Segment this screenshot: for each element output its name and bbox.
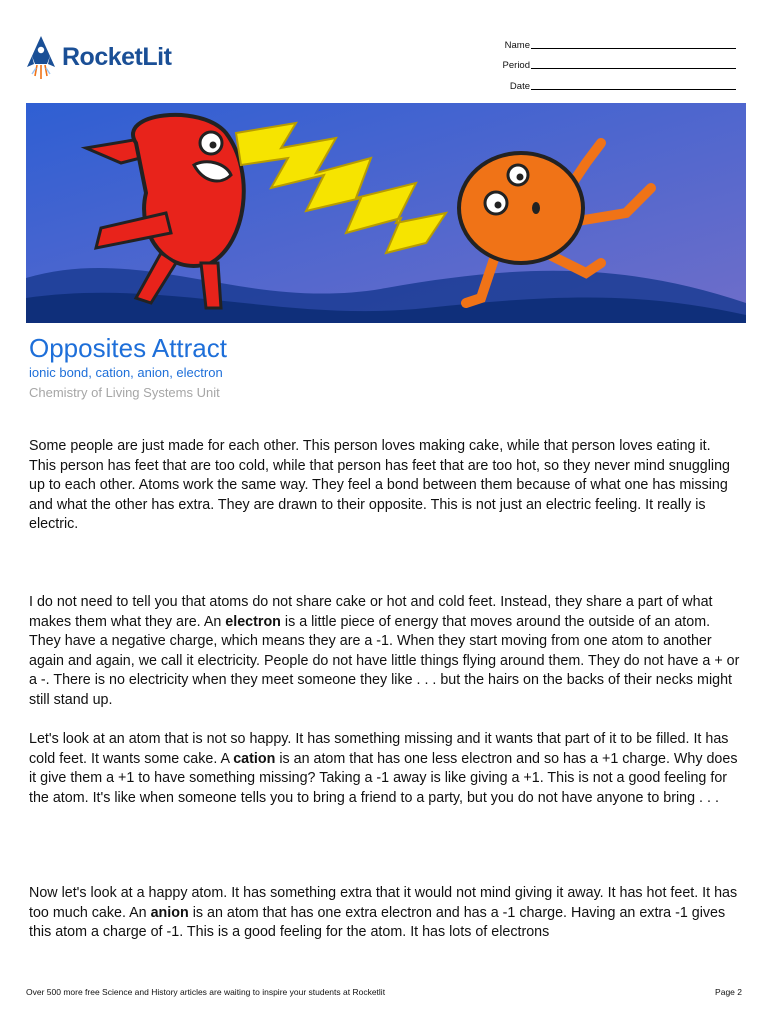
paragraph-1: Some people are just made for each other. This person loves making cake, while that person loves eating it. This person has feet that are too cold, while that person has feet that are too hot, so they never mind snuggling up to each other. Atoms work the same way. They feel a bond between them because of what one has missing and what the other has extra. They are drawn to their opposite. This is not just an electric feeling. It really is electric. (29, 438, 730, 532)
banner-illustration (26, 103, 746, 323)
paragraph-2: I do not need to tell you that atoms do not share cake or hot and cold feet. Instead, they share a part of what makes them what they are. An electron is a little piece of energy that moves around the outside of an atom. They have a negative charge, which means they are a -1. When they start moving from one atom to another again and again, we call it electricity. People do not have little things flying around them. They do not have a + or a -. There is no electricity when they meet someone they like . . . but the hairs on the backs of their necks might still stand up. (29, 594, 740, 708)
paragraph-3: Let's look at an atom that is not so happy. It has something missing and it wants that part of it to be filled. It has cold feet. It wants some cake. A cation is an atom that has one less electron and so has a +1 charge. Why does it give them a +1 to have something missing? Taking a -1 away is like giving a +1. This is not a good feeling for the atom. It's like when someone tells you to bring a friend to a party, but you do not have anyone to bring . . . (29, 731, 738, 806)
logo-text: RocketLit (62, 42, 172, 71)
student-info-fields (486, 30, 736, 92)
page-number: Page 2 (715, 987, 742, 997)
name-label: Name (504, 39, 530, 51)
period-line[interactable] (531, 68, 736, 69)
name-field[interactable] (486, 30, 736, 51)
article-keywords: ionic bond, cation, anion, electron (29, 365, 223, 380)
date-field[interactable] (486, 71, 736, 92)
period-label: Period (502, 60, 530, 71)
keyword-cation: cation (233, 750, 276, 767)
period-field[interactable] (486, 51, 736, 72)
footer-note: Over 500 more free Science and History articles are waiting to inspire your students at Rocketlit (26, 987, 386, 997)
paragraph-4: Now let's look at a happy atom. It has something extra that it would not mind giving it away. It has hot feet. It has too much cake. An anion is an atom that has one extra electron and has a -1 charge. Having an extra -1 gives this atom a charge of -1. This is a good feeling for the atom. It has lots of electrons (29, 885, 738, 940)
keyword-electron: electron (225, 613, 281, 630)
keyword-anion: anion (150, 904, 189, 921)
date-line[interactable] (531, 89, 736, 90)
date-label: Date (509, 80, 530, 92)
rocketlit-logo (26, 34, 171, 80)
name-line[interactable] (531, 48, 736, 49)
rocket-icon (26, 34, 56, 80)
article-unit: Chemistry of Living Systems Unit (29, 385, 220, 400)
article-title: Opposites Attract (29, 333, 227, 363)
